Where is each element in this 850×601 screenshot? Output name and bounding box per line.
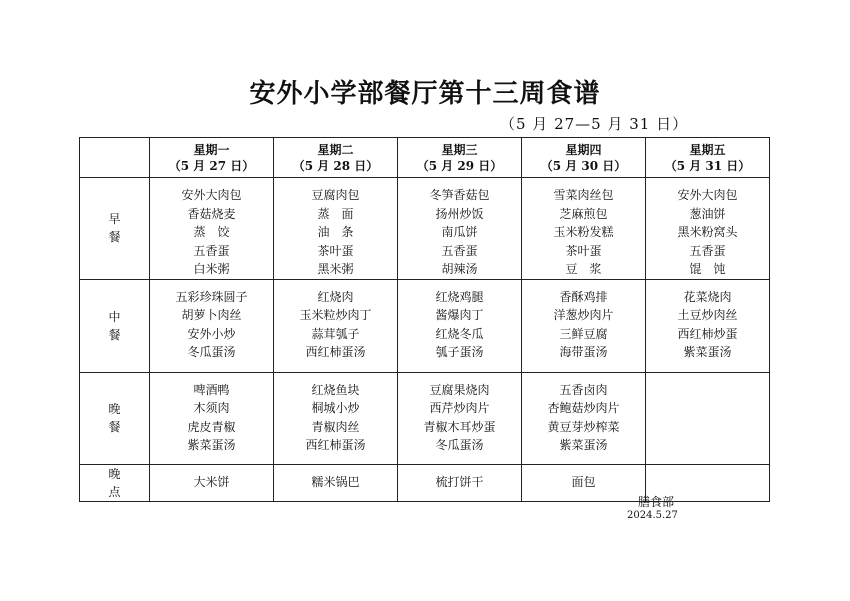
day-header-tue: 星期二 （5 月 28 日） [274,138,398,178]
menu-cell [398,372,522,464]
menu-cell [646,372,770,464]
menu-cell [274,464,398,501]
dish-item: 葱油饼 [689,206,726,221]
dish-item: 西红柿蛋汤 [305,438,366,452]
dish-item: 五香蛋 [441,243,478,258]
dish-item: 西红柿蛋汤 [305,345,366,359]
menu-cell [398,464,522,501]
dish-item: 安外大肉包 [677,188,738,202]
dish-item: 蒸 面 [317,206,354,221]
dish-item: 安外小炒 [187,326,236,341]
dish-item: 五香蛋 [689,243,726,258]
dish-item: 三鲜豆腐 [559,326,608,341]
lunch-row [80,279,770,372]
dish-item: 虎皮青椒 [187,419,236,434]
menu-cell [646,279,770,372]
dish-item: 紫菜蛋汤 [683,345,732,359]
menu-cell [150,372,274,464]
dish-item: 木须肉 [193,401,230,415]
dish-item: 西芹炒肉片 [429,401,490,415]
menu-cell [522,279,646,372]
dish-item: 洋葱炒肉片 [553,308,614,322]
menu-cell [150,279,274,372]
menu-cell [150,178,274,280]
meal-label: 早 餐 [80,178,150,280]
dish-item: 蒸 饺 [193,225,230,239]
dish-item: 酱爆肉丁 [435,308,484,322]
meal-label: 中 餐 [80,279,150,372]
dish-item: 瓠子蛋汤 [435,345,484,359]
header-row [80,138,770,178]
dish-item: 杏鲍菇炒肉片 [547,401,620,415]
dish-item: 紫菜蛋汤 [187,438,236,452]
dish-item: 大米饼 [193,475,230,490]
dish-item: 青椒木耳炒蛋 [423,419,496,434]
meal-label: 晚 点 [80,464,150,501]
dish-item: 芝麻煎包 [559,206,608,221]
menu-cell [150,464,274,501]
day-header-mon: 星期一 （5 月 27 日） [150,138,274,178]
menu-cell [274,279,398,372]
dish-item: 梳打饼干 [435,475,484,490]
page-title: 安外小学部餐厅第十三周食谱 [249,79,601,109]
dinner-row [80,372,770,464]
menu-table [79,137,770,502]
dish-item: 五香蛋 [193,243,230,258]
dish-item: 五彩珍珠圆子 [175,289,248,304]
dish-item: 茶叶蛋 [565,243,602,258]
dish-item: 白米粥 [193,262,230,276]
dish-item: 花菜烧肉 [683,289,732,304]
menu-cell [646,178,770,280]
corner-cell [80,138,150,178]
dish-item: 香菇烧麦 [187,206,236,221]
menu-cell [398,178,522,280]
dish-item: 啤酒鸭 [193,382,230,397]
dish-item: 豆腐果烧肉 [429,382,490,397]
dish-item: 玉米粒炒肉丁 [299,308,372,322]
dish-item: 红烧鸡腿 [435,289,484,304]
dish-item: 紫菜蛋汤 [559,438,608,452]
dish-item: 扬州炒饭 [435,206,484,221]
dish-item: 冬瓜蛋汤 [187,345,236,359]
day-header-thu: 星期四 （5 月 30 日） [522,138,646,178]
dish-item: 雪菜肉丝包 [553,188,614,202]
dish-item: 油 条 [317,225,354,239]
dish-item: 黑米粉窝头 [677,225,738,239]
menu-cell [522,464,646,501]
breakfast-row [80,178,770,280]
signature-date: 2024.5.27 [627,510,678,521]
dish-item: 黑米粥 [317,262,354,276]
dish-item: 土豆炒肉丝 [677,308,738,322]
dish-item: 玉米粉发糕 [553,225,614,239]
day-header-fri: 星期五 （5 月 31 日） [646,138,770,178]
dish-item: 香酥鸡排 [559,289,608,304]
signature-dept: 膳食部 [638,495,675,509]
dish-item: 安外大肉包 [181,188,242,202]
dish-item: 红烧冬瓜 [435,326,484,341]
dish-item: 茶叶蛋 [317,243,354,258]
day-header-wed: 星期三 （5 月 29 日） [398,138,522,178]
dish-item: 豆腐肉包 [311,188,360,202]
menu-cell [274,178,398,280]
dish-item: 西红柿炒蛋 [677,326,738,341]
dish-item: 红烧肉 [317,289,354,304]
dish-item: 桐城小炒 [311,401,360,415]
dish-item: 面包 [571,475,596,490]
dish-item: 馄 饨 [689,262,726,276]
dish-item: 豆 浆 [565,262,602,276]
menu-cell [522,372,646,464]
dish-item: 冬瓜蛋汤 [435,438,484,452]
dish-item: 青椒肉丝 [311,419,360,434]
meal-label: 晚 餐 [80,372,150,464]
dish-item: 胡萝卜肉丝 [181,308,242,322]
dish-item: 蒜茸瓠子 [311,326,360,341]
menu-cell [274,372,398,464]
dish-item: 糯米锅巴 [311,475,360,490]
dish-item: 五香卤肉 [559,382,608,397]
dish-item: 海带蛋汤 [559,345,608,359]
dish-item: 胡辣汤 [441,262,478,276]
dish-item: 黄豆芽炒榨菜 [547,419,620,434]
dish-item: 红烧鱼块 [311,382,360,397]
menu-cell [398,279,522,372]
dish-item: 冬笋香菇包 [429,188,490,202]
dish-item: 南瓜饼 [441,225,478,239]
menu-cell [522,178,646,280]
date-range: （5 月 27—5 月 31 日） [500,115,689,133]
